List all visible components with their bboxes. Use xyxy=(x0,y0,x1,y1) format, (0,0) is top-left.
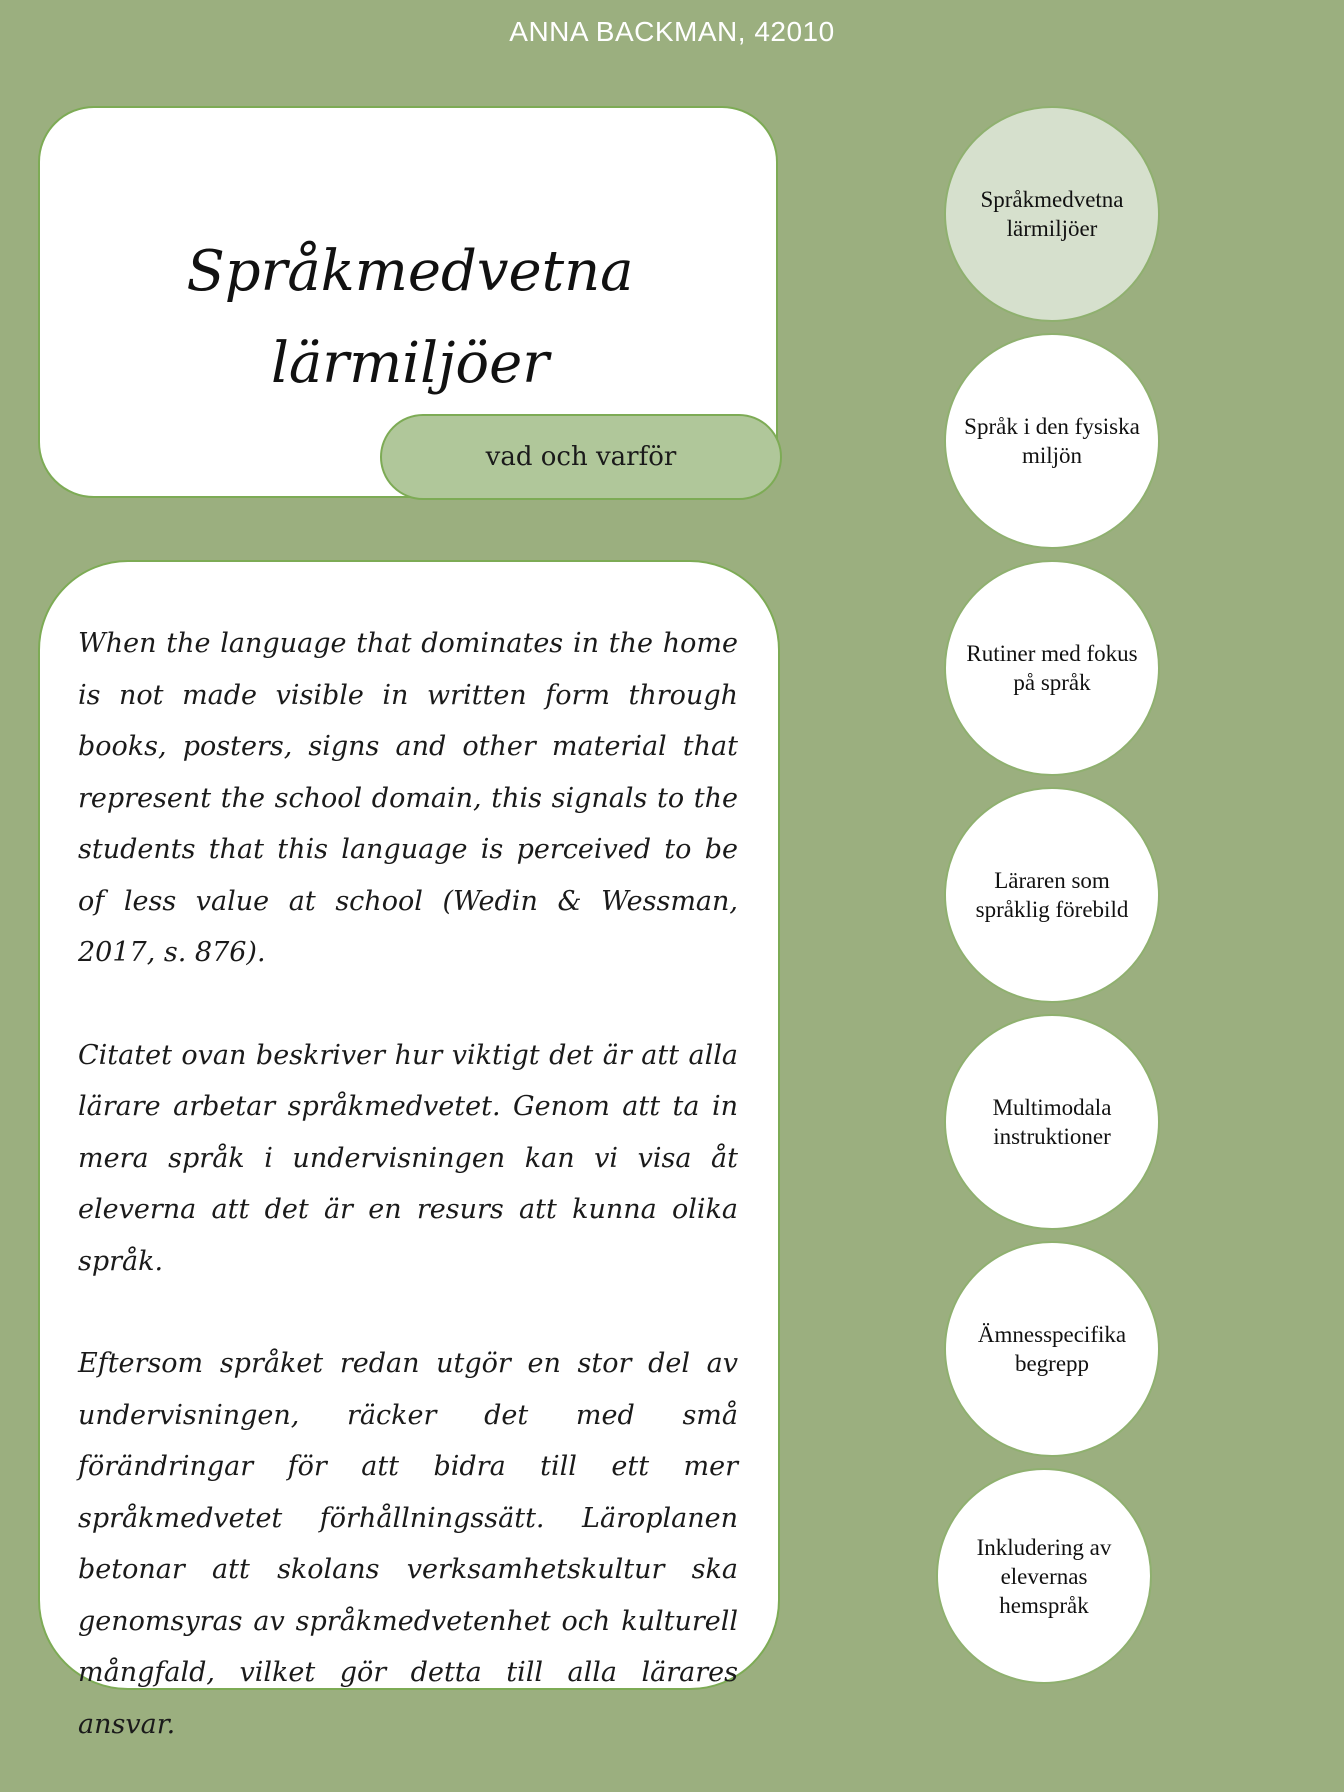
nav-circle-lararen-som-forebild[interactable]: Läraren som språklig förebild xyxy=(944,787,1160,1003)
body-paragraph-2: Citatet ovan beskriver hur viktigt det är att alla lärare arbetar språkmedvetet. Genom att ta in mera språk i undervisningen kan vi visa åt eleverna att det är en resurs att kunna olika språk. xyxy=(78,1039,738,1277)
subtitle-pill: vad och varför xyxy=(380,414,782,500)
nav-circle-inkludering-hemsprak[interactable]: Inkludering av elevernas hemspråk xyxy=(936,1468,1152,1684)
nav-circle-amnesspecifika-begrepp[interactable]: Ämnesspecifika begrepp xyxy=(944,1241,1160,1457)
quote-paragraph: When the language that dominates in the home is not made visible in written form through books, posters, signs and other material that represent the school domain, this signals to the students that this language is perceived to be of less value at school (Wedin & Wessman, 2017, s. 876). xyxy=(78,628,738,968)
body-paragraph-3: Eftersom språket redan utgör en stor del av undervisningen, räcker det med små förändringar för att bidra till ett mer språkmedvetet förhållningssätt. Läroplanen betonar att skolans verksamhetskultur ska genomsyras av språkmedvetenhet och kulturell mångfald, vilket gör detta till alla lärares ansvar. xyxy=(78,1348,738,1740)
page-title xyxy=(40,226,778,410)
nav-circle-sprak-i-fysiska-miljon[interactable]: Språk i den fysiska miljön xyxy=(944,333,1160,549)
page-title-line-1: Språkmedvetna xyxy=(186,239,634,304)
nav-circle-sprakmedvetna-larmiljoer[interactable]: Språkmedvetna lärmiljöer xyxy=(944,106,1160,322)
nav-circle-multimodala-instruktioner[interactable]: Multimodala instruktioner xyxy=(944,1014,1160,1230)
page-title-line-2: lärmiljöer xyxy=(271,331,549,396)
nav-circle-rutiner-med-fokus[interactable]: Rutiner med fokus på språk xyxy=(944,560,1160,776)
body-text xyxy=(78,618,738,1750)
author-header: ANNA BACKMAN, 42010 xyxy=(509,16,835,47)
